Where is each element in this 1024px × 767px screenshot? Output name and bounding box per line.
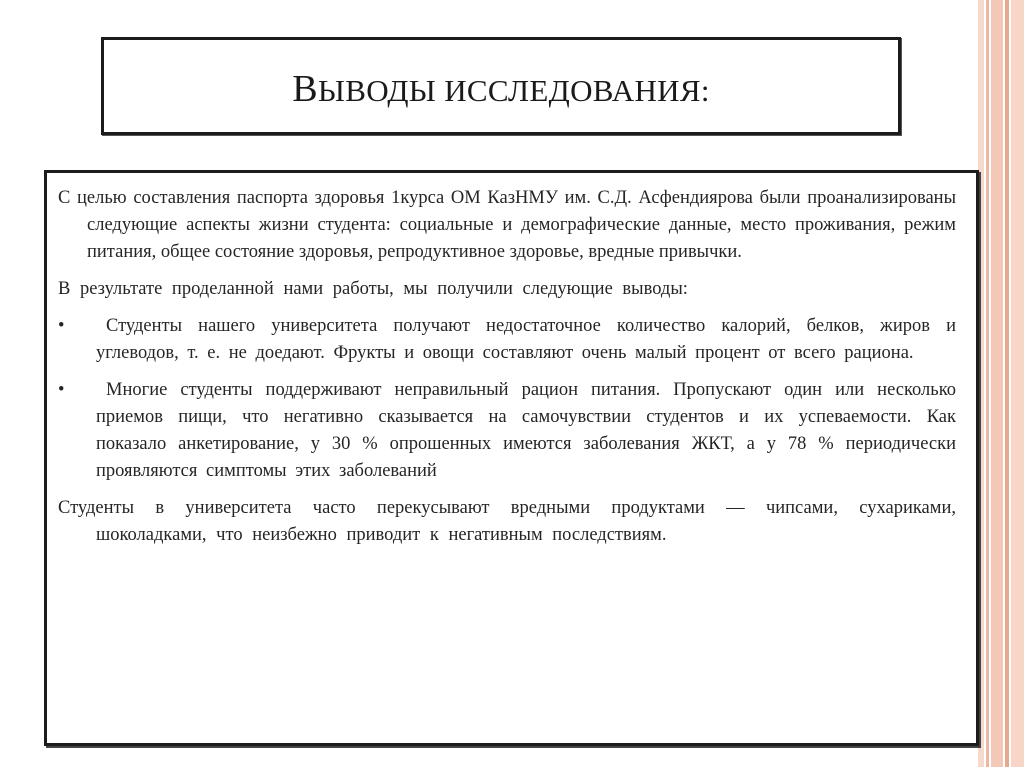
slide-content-box: [44, 170, 979, 746]
bullet-marker: •: [58, 316, 65, 336]
slide-title-box: [101, 37, 901, 135]
slide-title-rest: ЫВОДЫ ИССЛЕДОВАНИЯ:: [317, 73, 710, 108]
intro-paragraph: С целью составления паспорта здоровья 1курса ОМ КазНМУ им. С.Д. Асфендиярова были проанализированы следующие аспекты жизни студента: социальные и демографические данные, место проживания, режим питания, общее состояние здоровья, репродуктивное здоровье, вредные привычки.: [58, 188, 956, 262]
stripe: [986, 0, 989, 767]
slide-title-initial: В: [292, 68, 318, 110]
closing-paragraph: Студенты в университета часто перекусывают вредными продуктами — чипсами, сухариками, шоколадками, что неизбежно приводит к негативным последствиям.: [58, 498, 956, 545]
bullet-marker: •: [58, 380, 65, 400]
stripe: [991, 0, 1003, 767]
stripe: [1011, 0, 1024, 767]
bullet-text: Многие студенты поддерживают неправильный рацион питания. Пропускают один или несколько приемов пищи, что негативно сказывается на самочувствии студентов и их успеваемости. Как показало анкетирование, у 30 % опрошенных имеются заболевания ЖКТ, а у 78 % периодически проявляются симптомы этих заболеваний: [96, 380, 956, 481]
results-intro: В результате проделанной нами работы, мы получили следующие выводы:: [58, 279, 688, 299]
decorative-side-stripes: [978, 0, 1024, 767]
bullet-item: [58, 313, 956, 367]
bullet-text: Студенты нашего университета получают недостаточное количество калорий, белков, жиров и углеводов, т. е. не доедают. Фрукты и овощи составляют очень малый процент от всего рациона.: [96, 316, 956, 363]
slide-title: [292, 67, 709, 111]
stripe: [1005, 0, 1009, 767]
bullet-item: [58, 377, 956, 485]
